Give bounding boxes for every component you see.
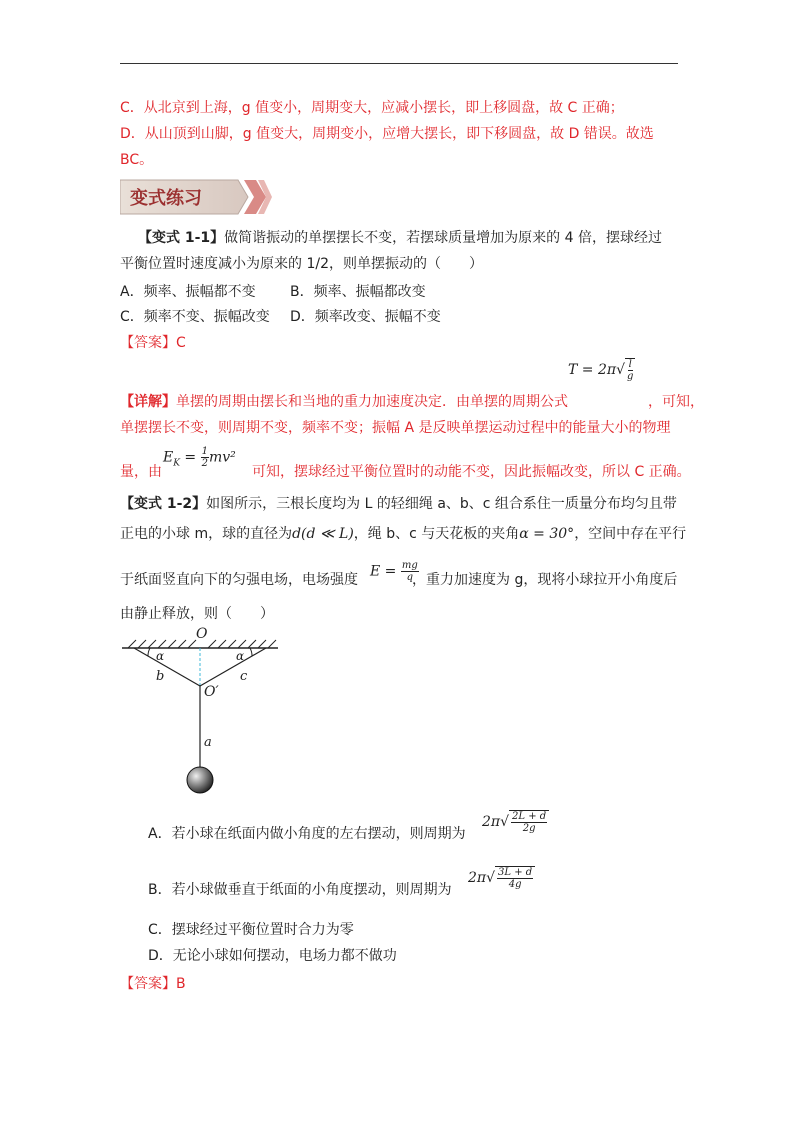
label-o: O bbox=[196, 626, 208, 642]
q2-stem-line3-post: ，重力加速度为 g，现将小球拉开小角度后 bbox=[412, 572, 678, 588]
q2-stem-line3-pre: 于纸面竖直向下的匀强电场，电场强度 bbox=[120, 572, 358, 588]
label-b: b bbox=[156, 669, 165, 684]
q2-option-b: B．若小球做垂直于纸面的小角度摆动，则周期为 bbox=[148, 882, 452, 898]
field-strength-formula: E = $\frac{mg}{q}$ bbox=[370, 560, 418, 583]
q1-option-b: B．频率、振幅都改变 bbox=[290, 284, 426, 300]
q2-label: 【变式 1-2】 bbox=[120, 496, 207, 512]
q2-stem-line2: 正电的小球 m，球的直径为d(d ≪ L)，绳 b、c 与天花板的夹角α = 30°，空间中存在平行 bbox=[120, 526, 687, 542]
q1-option-c: C．频率不变、振幅改变 bbox=[120, 309, 270, 325]
q2-option-a: A．若小球在纸面内做小角度的左右摆动，则周期为 bbox=[148, 826, 466, 842]
solution-line-d: D．从山顶到山脚，g 值变大，周期变小，应增大摆长，即下移圆盘，故 D 错误。故选 bbox=[120, 126, 654, 142]
q1-text1: 做简谐振动的单摆摆长不变，若摆球质量增加为原来的 4 倍，摆球经过 bbox=[224, 230, 662, 246]
solution-line-c: C．从北京到上海，g 值变小，周期变大，应减小摆长，即上移圆盘，故 C 正确； bbox=[120, 100, 624, 116]
q1-label: 【变式 1-1】 bbox=[138, 230, 225, 246]
banner-title: 变式练习 bbox=[130, 188, 202, 209]
q2-option-c: C．摆球经过平衡位置时合力为零 bbox=[148, 922, 354, 938]
pendulum-figure bbox=[120, 624, 280, 804]
q1-detail-line1: 【详解】单摆的周期由摆长和当地的重力加速度决定．由单摆的周期公式 bbox=[120, 394, 568, 410]
q1-detail-line3-pre: 量，由 bbox=[120, 464, 162, 480]
label-a: a bbox=[204, 735, 212, 750]
string-c bbox=[200, 648, 266, 686]
q1-detail-line2: 单摆摆长不变，则周期不变，频率不变；振幅 A 是反映单摆运动过程中的能量大小的物理 bbox=[120, 420, 671, 436]
q1-detail-line1-end: ，可知， bbox=[648, 394, 704, 410]
q2-stem-line1: 【变式 1-2】如图所示，三根长度均为 L 的轻细绳 a、b、c 组合系住一质量分布均匀且带 bbox=[120, 496, 677, 512]
q2-answer: 【答案】B bbox=[120, 976, 186, 992]
label-alpha-right: α bbox=[236, 649, 245, 663]
period-formula: T = 2π √ $\frac{l}{g}$ bbox=[568, 359, 634, 382]
section-banner bbox=[120, 178, 272, 216]
string-b bbox=[134, 648, 200, 686]
label-o-prime: O′ bbox=[204, 684, 219, 700]
solution-line-d-cont: BC。 bbox=[120, 152, 154, 168]
label-alpha-left: α bbox=[156, 649, 165, 663]
q1-option-d: D．频率改变、振幅不变 bbox=[290, 309, 441, 325]
angle-arc-left bbox=[148, 648, 150, 656]
header-rule bbox=[120, 63, 678, 64]
q1-option-a: A．频率、振幅都不变 bbox=[120, 284, 256, 300]
q1-answer: 【答案】C bbox=[120, 335, 186, 351]
q2-stem-line4: 由静止释放，则（ ） bbox=[120, 606, 274, 622]
q1-stem-line1 bbox=[138, 228, 662, 248]
q1-detail-line3-post: 可知，摆球经过平衡位置时的动能不变，因此振幅改变，所以 C 正确。 bbox=[252, 464, 691, 480]
kinetic-energy-formula: $E_K$ = $\frac{1}{2}$ mv² bbox=[163, 446, 236, 469]
angle-arc-right bbox=[250, 648, 252, 656]
q2-option-b-formula: 2π √ $\frac{3L + d}{4g}$ bbox=[468, 866, 535, 890]
q2-option-d: D．无论小球如何摆动，电场力都不做功 bbox=[148, 948, 397, 964]
pendulum-ball bbox=[187, 767, 213, 793]
q1-stem-line2: 平衡位置时速度减小为原来的 1/2，则单摆振动的（ ） bbox=[120, 256, 483, 272]
q2-option-a-formula: 2π √ $\frac{2L + d}{2g}$ bbox=[482, 810, 549, 834]
label-c: c bbox=[240, 669, 248, 684]
